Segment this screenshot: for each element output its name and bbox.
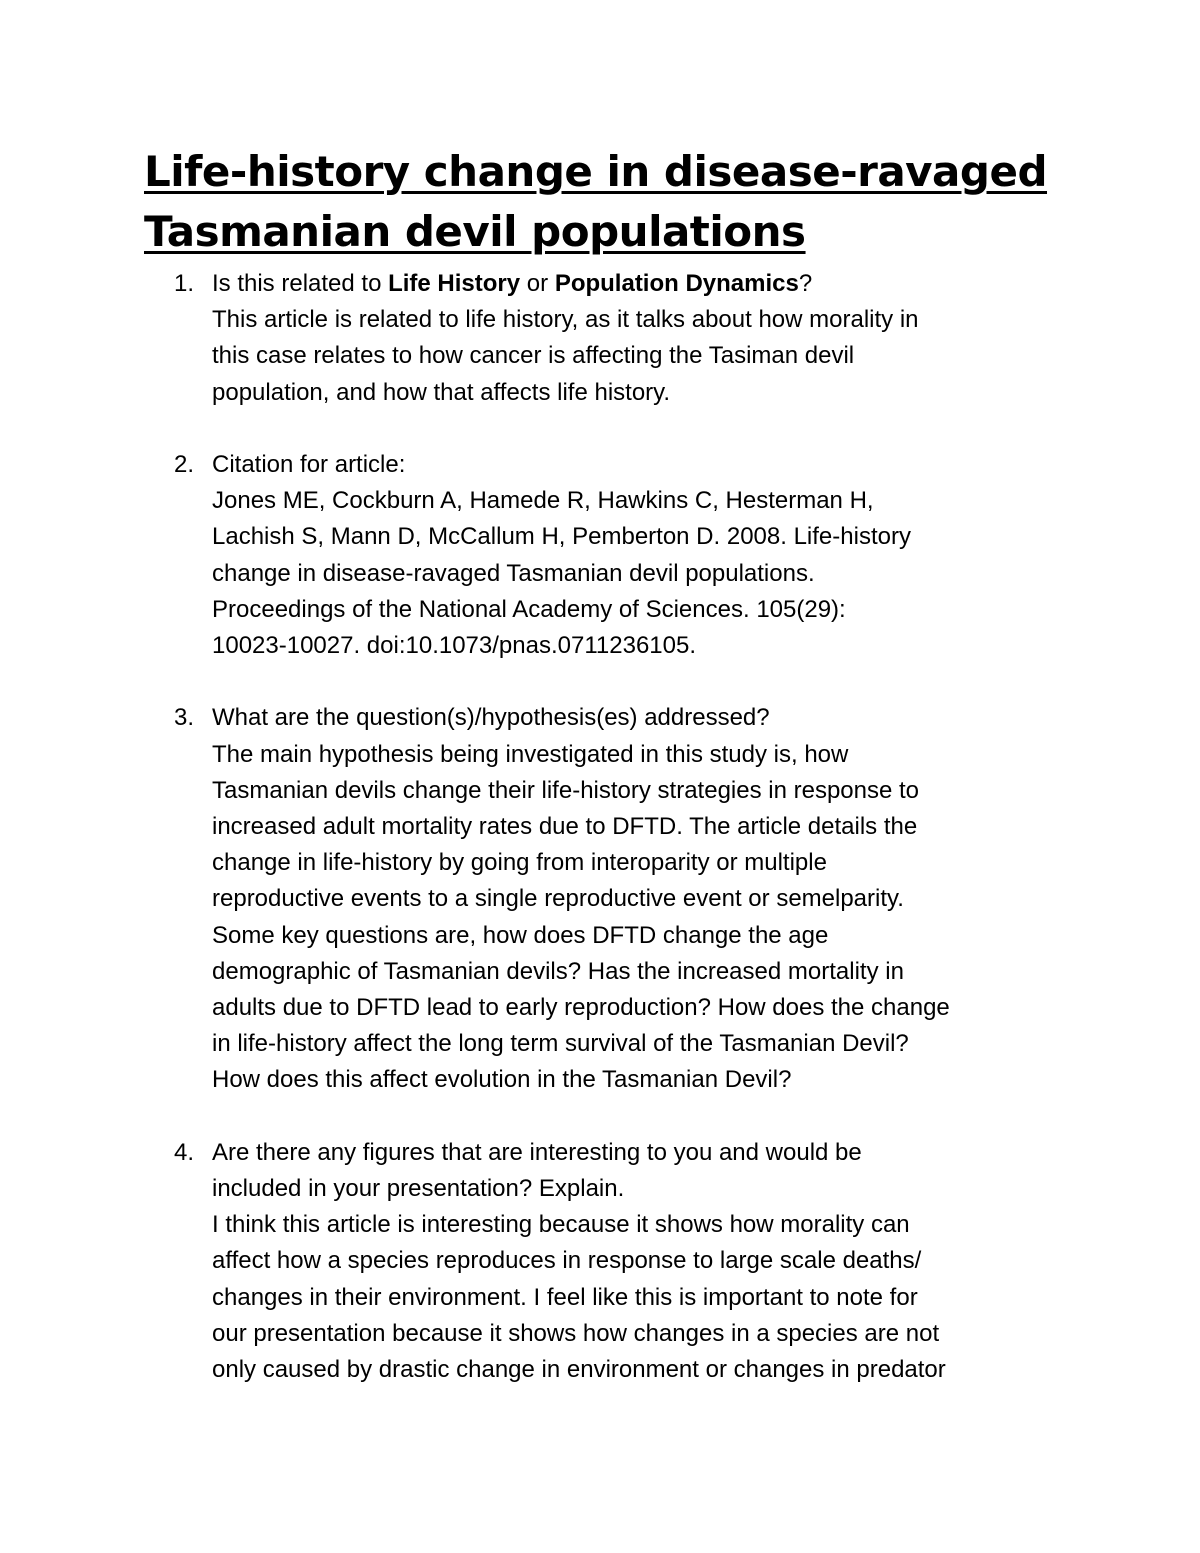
answer-line: changes in their environment. I feel like this is important to note for [212, 1283, 918, 1311]
answer-line: change in disease-ravaged Tasmanian devil populations. [212, 559, 815, 587]
list-number: 1. [174, 270, 195, 297]
question-suffix: ? [798, 270, 813, 297]
answer-line: increased adult mortality rates due to DFTD. The article details the [212, 813, 918, 841]
answer-line: Lachish S, Mann D, McCallum H, Pemberton D. 2008. Life-history [212, 523, 911, 551]
answer-line: change in life-history by going from interoparity or multiple [212, 849, 827, 877]
answer-line: Tasmanian devils change their life-history strategies in response to [212, 776, 920, 804]
answer-line: How does this affect evolution in the Tasmanian Devil? [212, 1066, 792, 1094]
answer-line: population, and how that affects life history. [212, 378, 671, 406]
answer-line: reproductive events to a single reproductive event or semelparity. [212, 885, 904, 913]
answer-line: Jones ME, Cockburn A, Hamede R, Hawkins C, Hesterman H, [212, 487, 874, 515]
answer-line: I think this article is interesting because it shows how morality can [212, 1211, 910, 1239]
question-bold-term: Life History [388, 270, 521, 297]
list-item [0, 1135, 950, 1388]
answer-line: 10023-10027. doi:10.1073/pnas.0711236105. [212, 632, 696, 660]
question-line: What are the question(s)/hypothesis(es) addressed? [212, 704, 770, 732]
answer-line: This article is related to life history, as it talks about how morality in [212, 306, 919, 334]
list-number: 3. [174, 704, 195, 732]
title-line: Life-history change in disease-ravaged [144, 147, 1048, 196]
answer-line: only caused by drastic change in environment or changes in predator [212, 1356, 946, 1384]
answer-line: affect how a species reproduces in response to large scale deaths/ [212, 1247, 922, 1275]
question-line: Are there any figures that are interesting to you and would be [212, 1138, 862, 1166]
question-text [212, 266, 950, 302]
answer-line: demographic of Tasmanian devils? Has the increased mortality in [212, 957, 904, 985]
question-prefix: Is this related to [212, 270, 389, 297]
question-list [0, 266, 950, 1424]
question-line: Citation for article: [212, 451, 406, 478]
answer-line: Proceedings of the National Academy of Sciences. 105(29): [212, 595, 846, 623]
answer-line: Some key questions are, how does DFTD change the age [212, 921, 829, 949]
answer-line: this case relates to how cancer is affecting the Tasiman devil [212, 342, 855, 370]
title-line: Tasmanian devil populations [144, 207, 806, 256]
answer-line: in life-history affect the long term survival of the Tasmanian Devil? [212, 1030, 909, 1058]
list-item [0, 700, 950, 1098]
answer-line: The main hypothesis being investigated in this study is, how [212, 740, 849, 768]
question-line: included in your presentation? Explain. [212, 1175, 625, 1203]
list-number: 2. [174, 451, 195, 478]
answer-line: adults due to DFTD lead to early reproduction? How does the change [212, 994, 950, 1022]
document-title [144, 142, 1074, 262]
list-item [0, 266, 950, 411]
list-number: 4. [174, 1138, 195, 1166]
question-middle: or [520, 270, 555, 297]
list-item [0, 447, 950, 664]
question-bold-term: Population Dynamics [554, 270, 799, 297]
answer-line: our presentation because it shows how changes in a species are not [212, 1319, 940, 1347]
